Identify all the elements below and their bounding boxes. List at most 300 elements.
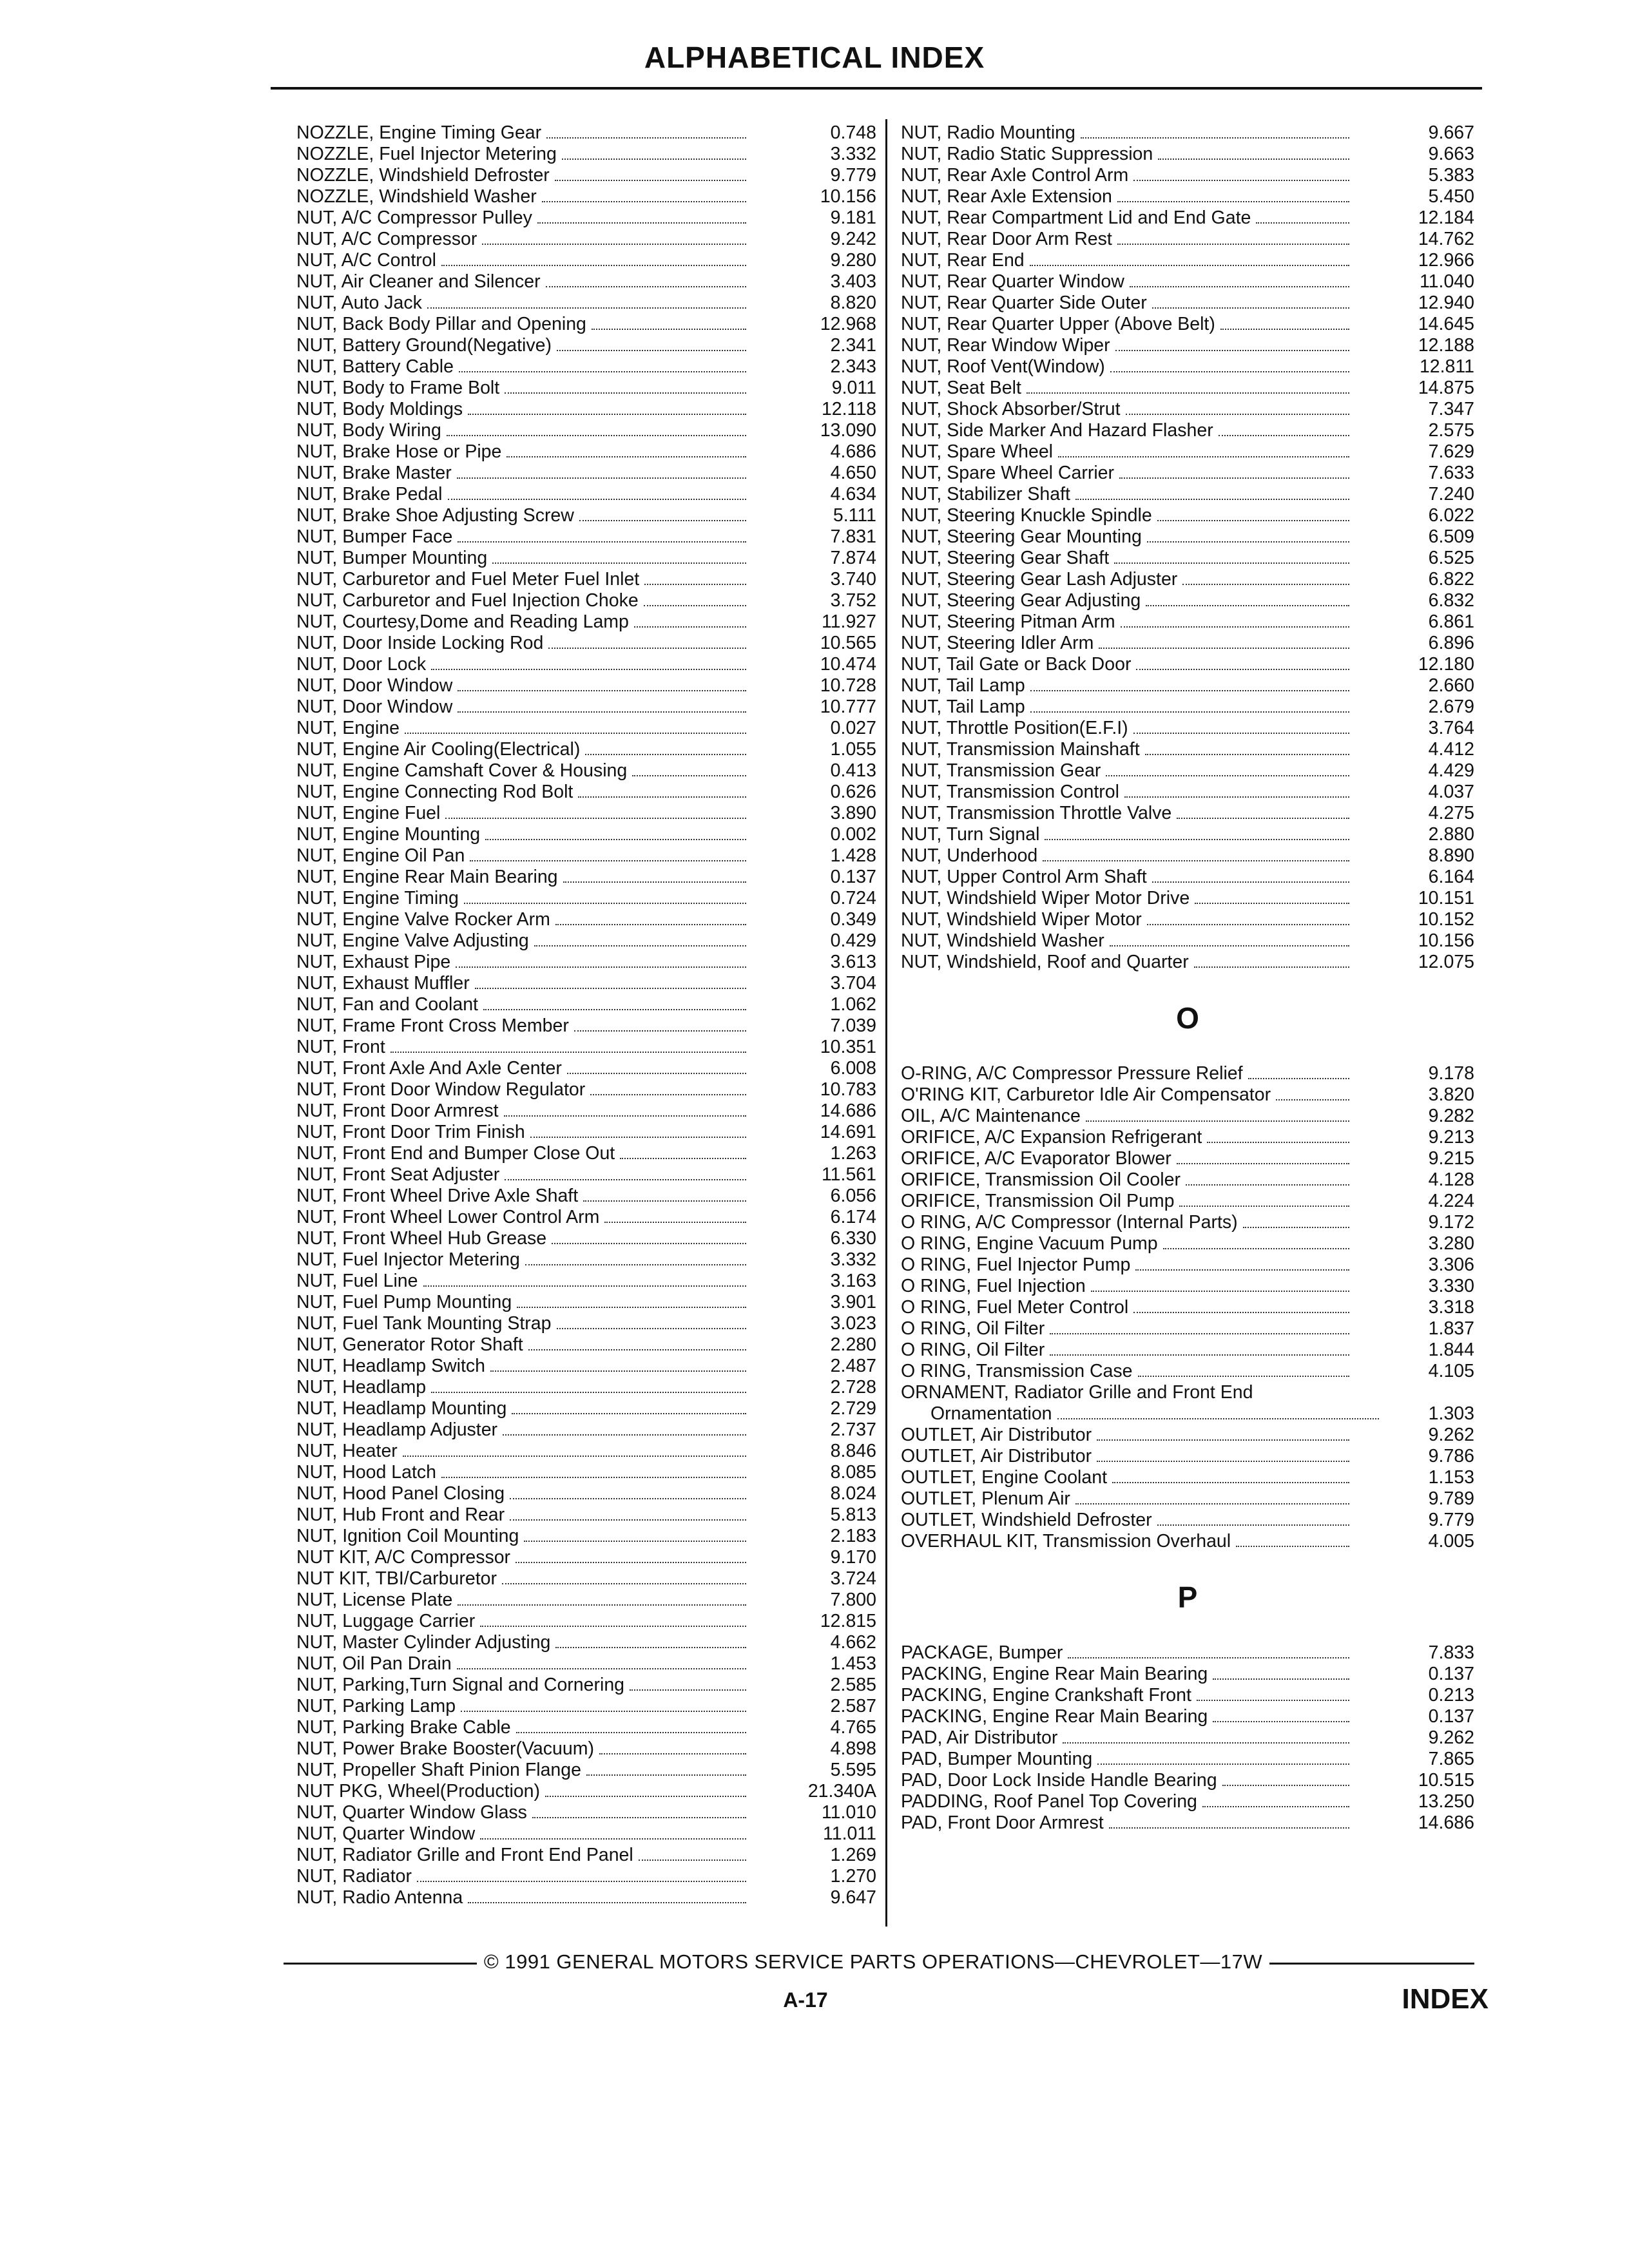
index-entry-page: 12.968 xyxy=(820,314,876,334)
index-entry-label-group xyxy=(296,229,747,250)
index-entry-text: NUT, Front Seat Adjuster xyxy=(296,1164,500,1185)
dot-leader xyxy=(458,1604,746,1606)
index-entry-page: 4.005 xyxy=(1428,1531,1474,1552)
index-entry-label-group xyxy=(296,1100,747,1122)
dot-leader xyxy=(579,520,746,521)
index-entry-page: 0.002 xyxy=(830,824,876,845)
index-entry xyxy=(296,1143,876,1164)
dot-leader xyxy=(431,669,746,670)
index-entry xyxy=(296,909,876,930)
dot-leader xyxy=(1109,1827,1349,1829)
index-entry-text: NUT, Seat Belt xyxy=(901,378,1021,398)
index-entry-page: 3.764 xyxy=(1428,718,1474,738)
footer-rule-left xyxy=(284,1963,477,1965)
index-entry-text: NUT, Stabilizer Shaft xyxy=(901,484,1070,505)
index-entry-text: NUT, Back Body Pillar and Opening xyxy=(296,314,586,334)
index-entry xyxy=(901,335,1474,356)
index-entry-label-group xyxy=(296,1802,747,1823)
index-entry-page: 9.789 xyxy=(1428,1488,1474,1509)
index-entry-text: NUT, Battery Ground(Negative) xyxy=(296,335,552,356)
index-entry-label-group xyxy=(296,1823,747,1845)
index-entry-page: 14.691 xyxy=(820,1122,876,1142)
dot-leader xyxy=(480,1626,746,1627)
index-entry-text: NUT, Parking,Turn Signal and Cornering xyxy=(296,1675,625,1695)
dot-leader xyxy=(1045,839,1349,840)
index-entry xyxy=(296,633,876,654)
index-entry-page: 8.890 xyxy=(1428,845,1474,866)
index-entry-label-group xyxy=(901,1063,1351,1084)
index-entry-label-group xyxy=(901,1510,1351,1531)
index-entry-page: 21.340A xyxy=(807,1781,876,1802)
dot-leader xyxy=(485,839,746,840)
index-entry xyxy=(901,1664,1474,1685)
dot-leader xyxy=(1115,350,1349,351)
dot-leader xyxy=(1057,1418,1379,1419)
index-entry xyxy=(901,1297,1474,1318)
index-entry-text: NUT, Upper Control Arm Shaft xyxy=(901,867,1147,887)
dot-leader xyxy=(1194,966,1349,968)
dot-leader xyxy=(1133,733,1349,734)
index-entry xyxy=(901,1127,1474,1148)
index-entry-page: 9.011 xyxy=(831,378,876,398)
index-entry xyxy=(901,207,1474,229)
index-entry-text: NUT, Door Window xyxy=(296,675,453,696)
index-entry-text: O RING, Fuel Injector Pump xyxy=(901,1254,1131,1275)
index-entry xyxy=(296,1547,876,1568)
index-entry-page: 2.585 xyxy=(830,1675,876,1695)
index-entry xyxy=(296,845,876,867)
index-entry-page: 1.303 xyxy=(1428,1403,1474,1424)
page-title: ALPHABETICAL INDEX xyxy=(644,41,985,74)
index-entry-text: NUT, Rear Quarter Upper (Above Belt) xyxy=(901,314,1215,334)
index-column-right xyxy=(901,122,1474,1834)
index-entry xyxy=(296,1313,876,1334)
index-entry-label-group xyxy=(296,1398,747,1419)
dot-leader xyxy=(510,1498,746,1499)
dot-leader xyxy=(1135,1269,1349,1271)
index-entry-page: 6.896 xyxy=(1428,633,1474,653)
index-entry xyxy=(296,250,876,271)
index-entry-label-group xyxy=(296,1504,747,1526)
dot-leader xyxy=(1110,945,1349,947)
index-entry-text: O-RING, A/C Compressor Pressure Relief xyxy=(901,1063,1243,1084)
index-entry xyxy=(296,1122,876,1143)
index-entry-label-group xyxy=(901,760,1351,782)
index-entry-text: NUT, A/C Compressor xyxy=(296,229,477,249)
index-entry-page: 6.022 xyxy=(1428,505,1474,526)
index-entry-label-group xyxy=(296,739,747,760)
index-entry-page: 10.515 xyxy=(1418,1770,1474,1791)
index-entry xyxy=(296,1100,876,1122)
index-entry-label-group xyxy=(901,1642,1351,1664)
index-entry-page: 8.024 xyxy=(830,1483,876,1504)
index-entry xyxy=(296,1441,876,1462)
index-entry-label-group xyxy=(296,1228,747,1249)
index-entry-label-group xyxy=(296,867,747,888)
dot-leader xyxy=(483,1009,746,1010)
index-entry-text: NUT, Engine Rear Main Bearing xyxy=(296,867,558,887)
dot-leader xyxy=(482,244,746,245)
index-entry xyxy=(296,760,876,782)
dot-leader xyxy=(1147,924,1349,925)
index-entry-page: 5.450 xyxy=(1428,186,1474,207)
index-entry-label-group xyxy=(296,1568,747,1590)
index-entry xyxy=(901,314,1474,335)
index-entry xyxy=(901,1340,1474,1361)
dot-leader xyxy=(599,1753,746,1754)
index-entry-text: PAD, Door Lock Inside Handle Bearing xyxy=(901,1770,1217,1791)
dot-leader xyxy=(1219,435,1349,436)
index-entry xyxy=(296,526,876,548)
index-entry-text: NUT, Steering Idler Arm xyxy=(901,633,1094,653)
index-entry-label-group xyxy=(901,1467,1351,1488)
index-entry-text: NUT, Turn Signal xyxy=(901,824,1040,845)
index-entry xyxy=(901,888,1474,909)
index-entry-page: 12.940 xyxy=(1418,293,1474,313)
index-entry-text: NUT, Ignition Coil Mounting xyxy=(296,1526,519,1546)
index-entry-text: NUT, Front Axle And Axle Center xyxy=(296,1058,562,1079)
index-entry xyxy=(296,1760,876,1781)
index-entry-label-group xyxy=(296,1441,747,1462)
dot-leader xyxy=(583,1200,746,1202)
index-entry xyxy=(296,229,876,250)
title-rule xyxy=(271,87,1482,90)
index-entry xyxy=(296,888,876,909)
index-entry-label-group xyxy=(296,1292,747,1313)
index-entry-text: NUT, A/C Control xyxy=(296,250,436,271)
index-entry xyxy=(901,1382,1474,1403)
dot-leader xyxy=(1177,1163,1349,1164)
dot-leader xyxy=(548,648,746,649)
index-entry-text: NUT, Transmission Mainshaft xyxy=(901,739,1140,760)
index-entry-text: NUT, Transmission Control xyxy=(901,782,1119,802)
index-entry-page: 10.777 xyxy=(820,697,876,717)
dot-leader xyxy=(417,1881,746,1882)
dot-leader xyxy=(578,796,746,798)
index-entry-text: O RING, Oil Filter xyxy=(901,1340,1045,1360)
index-entry-label-group xyxy=(901,930,1351,952)
index-entry-text: OUTLET, Engine Coolant xyxy=(901,1467,1107,1488)
index-entry xyxy=(901,845,1474,867)
index-entry-label-group xyxy=(296,1781,747,1802)
index-entry-page: 9.779 xyxy=(1428,1510,1474,1530)
index-entry-label-group xyxy=(901,356,1351,378)
index-entry xyxy=(901,122,1474,144)
dot-leader xyxy=(502,1583,746,1584)
index-entry-page: 14.645 xyxy=(1418,314,1474,334)
index-entry-page: 9.178 xyxy=(1428,1063,1474,1084)
dot-leader xyxy=(1133,180,1349,181)
index-entry xyxy=(296,1419,876,1441)
index-entry-label-group xyxy=(296,165,747,186)
index-entry-page: 1.062 xyxy=(830,994,876,1015)
index-entry-label-group xyxy=(296,973,747,994)
footer-copyright: © 1991 GENERAL MOTORS SERVICE PARTS OPERATIONS—CHEVROLET—17W xyxy=(483,1950,1263,1973)
index-entry-label-group xyxy=(901,165,1351,186)
index-entry xyxy=(901,229,1474,250)
index-entry-label-group xyxy=(296,697,747,718)
index-entry-text: NUT, Oil Pan Drain xyxy=(296,1653,452,1674)
dot-leader xyxy=(480,1838,746,1840)
index-entry-text: NUT, Engine Air Cooling(Electrical) xyxy=(296,739,581,760)
index-entry xyxy=(296,1653,876,1675)
index-entry-page: 6.164 xyxy=(1428,867,1474,887)
index-entry xyxy=(296,1058,876,1079)
index-entry-label-group xyxy=(296,441,747,463)
index-entry-page: 10.151 xyxy=(1418,888,1474,908)
dot-leader xyxy=(470,860,746,861)
index-entry-label-group xyxy=(901,718,1351,739)
index-entry-page: 4.429 xyxy=(1428,760,1474,781)
dot-leader xyxy=(555,1647,746,1648)
dot-leader xyxy=(458,541,746,543)
index-entry-page: 11.010 xyxy=(821,1802,876,1823)
index-entry-label-group xyxy=(901,484,1351,505)
dot-leader xyxy=(1152,881,1349,883)
dot-leader xyxy=(1075,1503,1349,1504)
index-entry-text: OIL, A/C Maintenance xyxy=(901,1106,1081,1126)
index-entry-text: NUT, Spare Wheel Carrier xyxy=(901,463,1115,483)
index-entry xyxy=(901,1488,1474,1510)
dot-leader xyxy=(1124,796,1349,798)
index-entry xyxy=(296,420,876,441)
index-entry-page: 2.660 xyxy=(1428,675,1474,696)
index-entry xyxy=(296,1675,876,1696)
dot-leader xyxy=(1119,477,1349,479)
index-entry-text: NUT, Rear Compartment Lid and End Gate xyxy=(901,207,1251,228)
index-entry xyxy=(901,633,1474,654)
index-entry xyxy=(296,782,876,803)
index-entry-page: 2.729 xyxy=(830,1398,876,1419)
dot-leader xyxy=(503,1434,746,1436)
dot-leader xyxy=(644,605,746,606)
dot-leader xyxy=(1177,818,1349,819)
index-entry-text: NUT, Engine Camshaft Cover & Housing xyxy=(296,760,628,781)
index-entry xyxy=(296,1887,876,1908)
index-entry-text: NUT, Auto Jack xyxy=(296,293,422,313)
index-entry xyxy=(901,144,1474,165)
index-entry-text: NUT, Windshield Washer xyxy=(901,930,1104,951)
index-entry-text: NUT, Engine Mounting xyxy=(296,824,481,845)
index-entry-label-group xyxy=(901,314,1351,335)
index-entry xyxy=(296,207,876,229)
index-entry-label-group xyxy=(901,1446,1351,1467)
index-entry-label-group xyxy=(901,441,1351,463)
dot-leader xyxy=(604,1222,746,1223)
dot-leader xyxy=(456,966,746,968)
index-entry xyxy=(296,399,876,420)
index-entry-page: 7.629 xyxy=(1428,441,1474,462)
dot-leader xyxy=(490,1370,746,1372)
index-entry-label-group xyxy=(296,1079,747,1100)
index-entry xyxy=(901,1770,1474,1791)
index-entry-page: 2.880 xyxy=(1428,824,1474,845)
index-entry-text: NUT, Front Wheel Hub Grease xyxy=(296,1228,547,1249)
index-entry-page: 11.561 xyxy=(821,1164,876,1185)
dot-leader xyxy=(1133,1312,1349,1313)
dot-leader xyxy=(1110,371,1349,372)
index-entry xyxy=(901,1749,1474,1770)
dot-leader xyxy=(1043,860,1349,861)
dot-leader xyxy=(1213,1678,1349,1680)
index-entry-page: 5.813 xyxy=(830,1504,876,1525)
index-entry-page: 12.815 xyxy=(820,1611,876,1631)
index-entry-page: 3.752 xyxy=(830,590,876,611)
index-entry xyxy=(901,1084,1474,1106)
index-entry-text: NUT, Door Inside Locking Rod xyxy=(296,633,544,653)
index-entry-text: NUT, Carburetor and Fuel Meter Fuel Inlet xyxy=(296,569,640,590)
index-entry xyxy=(296,930,876,952)
index-entry-page: 4.650 xyxy=(830,463,876,483)
index-entry-label-group xyxy=(901,526,1351,548)
dot-leader xyxy=(532,1817,746,1818)
index-entry-text: NUT, Steering Gear Shaft xyxy=(901,548,1110,568)
index-entry-page: 0.137 xyxy=(830,867,876,887)
dot-leader xyxy=(630,1689,746,1691)
index-entry xyxy=(296,1802,876,1823)
index-entry-page: 1.270 xyxy=(830,1866,876,1887)
index-entry xyxy=(901,463,1474,484)
index-entry-page: 12.188 xyxy=(1418,335,1474,356)
index-entry xyxy=(296,463,876,484)
index-entry-label-group xyxy=(296,1122,747,1143)
index-entry-page: 2.728 xyxy=(830,1377,876,1398)
index-entry xyxy=(901,165,1474,186)
index-entry-label-group xyxy=(296,1696,747,1717)
index-entry-text: NUT, Brake Master xyxy=(296,463,452,483)
index-entry-label-group xyxy=(901,293,1351,314)
index-entry-page: 4.662 xyxy=(830,1632,876,1653)
section-letter-heading: O xyxy=(1176,1001,1199,1035)
dot-leader xyxy=(1050,1354,1349,1356)
index-entry xyxy=(296,1590,876,1611)
index-entry-page: 6.832 xyxy=(1428,590,1474,611)
index-entry xyxy=(296,675,876,697)
index-entry-page: 12.118 xyxy=(821,399,876,419)
index-entry-text: NUT, Body Wiring xyxy=(296,420,441,441)
index-entry-label-group xyxy=(901,1488,1351,1510)
index-entry xyxy=(901,1212,1474,1233)
index-entry-label-group xyxy=(296,548,747,569)
index-entry-text: NUT, Headlamp Switch xyxy=(296,1356,486,1376)
index-entry-page: 3.890 xyxy=(830,803,876,823)
dot-leader xyxy=(445,818,746,819)
index-entry xyxy=(296,1632,876,1653)
dot-leader xyxy=(1145,754,1349,755)
dot-leader xyxy=(1050,1333,1349,1334)
index-entry-text: OUTLET, Plenum Air xyxy=(901,1488,1070,1509)
index-entry-page: 0.724 xyxy=(830,888,876,908)
index-entry xyxy=(901,1812,1474,1834)
index-entry-page: 3.740 xyxy=(830,569,876,590)
index-entry-page: 4.898 xyxy=(830,1738,876,1759)
index-entry-label-group xyxy=(296,1483,747,1504)
index-entry-label-group xyxy=(296,718,747,739)
index-entry-label-group xyxy=(296,1037,747,1058)
index-entry-label-group xyxy=(296,1590,747,1611)
dot-leader xyxy=(1157,520,1349,521)
index-entry-page: 0.027 xyxy=(830,718,876,738)
index-entry xyxy=(901,186,1474,207)
index-entry xyxy=(901,1169,1474,1191)
index-entry-text: NUT, Parking Lamp xyxy=(296,1696,456,1716)
index-entry-text: NUT, Headlamp Mounting xyxy=(296,1398,507,1419)
index-entry xyxy=(296,1504,876,1526)
index-entry-page: 2.280 xyxy=(830,1334,876,1355)
index-entry-text: NUT, Rear End xyxy=(901,250,1025,271)
index-entry-page: 7.874 xyxy=(830,548,876,568)
index-entry xyxy=(296,803,876,824)
index-entry-page: 0.349 xyxy=(830,909,876,930)
index-entry-label-group xyxy=(296,1611,747,1632)
index-entry-page: 9.779 xyxy=(830,165,876,186)
index-entry-text: NUT, Exhaust Pipe xyxy=(296,952,451,972)
index-entry-label-group xyxy=(901,888,1351,909)
index-entry-label-group xyxy=(296,314,747,335)
section-letter-heading: P xyxy=(1177,1581,1198,1614)
dot-leader xyxy=(1138,1376,1349,1377)
index-entry-page: 5.383 xyxy=(1428,165,1474,186)
index-entry-page: 12.966 xyxy=(1418,250,1474,271)
index-entry-page: 9.170 xyxy=(830,1547,876,1568)
index-entry-page: 3.332 xyxy=(830,1249,876,1270)
index-entry-text: NUT, Front Wheel Drive Axle Shaft xyxy=(296,1186,579,1206)
index-entry-page: 3.704 xyxy=(830,973,876,994)
dot-leader xyxy=(534,945,746,947)
index-entry-page: 7.800 xyxy=(830,1590,876,1610)
index-entry-text: NUT, Headlamp xyxy=(296,1377,427,1398)
index-entry-label-group xyxy=(296,845,747,867)
index-entry-text: NUT, Steering Gear Lash Adjuster xyxy=(901,569,1178,590)
index-entry-label-group xyxy=(296,399,747,420)
index-entry-page: 10.783 xyxy=(820,1079,876,1100)
dot-leader xyxy=(1091,1291,1349,1292)
index-entry-text: NUT, License Plate xyxy=(296,1590,453,1610)
index-entry-text: NUT, Engine Valve Adjusting xyxy=(296,930,529,951)
dot-leader xyxy=(512,1413,746,1414)
index-entry-page: 1.844 xyxy=(1428,1340,1474,1360)
index-entry-page: 14.762 xyxy=(1418,229,1474,249)
index-entry-text: NOZZLE, Engine Timing Gear xyxy=(296,122,542,143)
dot-leader xyxy=(1163,1248,1349,1249)
index-entry-label-group xyxy=(901,1148,1351,1169)
index-entry-label-group xyxy=(296,335,747,356)
index-entry-page: 3.332 xyxy=(830,144,876,164)
dot-leader xyxy=(458,690,746,691)
index-entry-label-group xyxy=(901,1233,1351,1254)
index-entry xyxy=(901,505,1474,526)
index-entry xyxy=(296,1249,876,1271)
index-column-left xyxy=(296,122,876,1908)
dot-leader xyxy=(1027,392,1349,394)
index-entry-label-group xyxy=(901,1812,1351,1834)
index-entry-page: 10.728 xyxy=(820,675,876,696)
index-entry-text: ORNAMENT, Radiator Grille and Front End xyxy=(901,1382,1253,1403)
index-entry xyxy=(901,1510,1474,1531)
index-entry xyxy=(296,314,876,335)
index-entry xyxy=(901,548,1474,569)
index-entry-label-group xyxy=(296,909,747,930)
index-entry-label-group xyxy=(296,250,747,271)
index-entry-label-group xyxy=(296,1186,747,1207)
index-entry xyxy=(901,803,1474,824)
index-entry-text: NUT, Underhood xyxy=(901,845,1038,866)
index-entry-page: 10.156 xyxy=(1418,930,1474,951)
dot-leader xyxy=(1130,286,1349,287)
dot-leader xyxy=(517,1307,746,1308)
index-entry xyxy=(901,1706,1474,1727)
index-entry-page: 3.280 xyxy=(1428,1233,1474,1254)
